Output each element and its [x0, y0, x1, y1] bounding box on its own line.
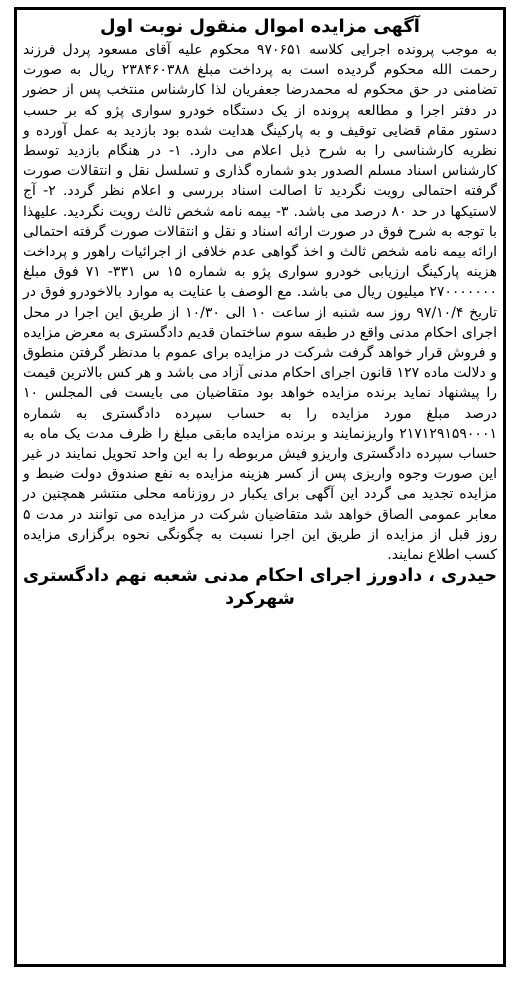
notice-body: به موجب پرونده اجرایی کلاسه ۹۷۰۶۵۱ محکوم علیه آقای مسعود پردل فرزند رحمت الله محکوم گردیده است به پرداخت مبلغ ۲۳۸۴۶۰۳۸۸ ریال به صورت تضامنی در حق محکوم له محمدرضا جعفریان لذا کارشناس منتخب پس از حضور در دفتر اجرا و مطالعه پرونده از یک دستگاه خودرو سواری پژو که بر حسب دستور مقام قضایی توقیف و به پارکینگ هدایت شده بود بازدید به عمل آورده و نظریه کارشناسی را به شرح ذیل اعلام می دارد. ۱- در هنگام بازدید توسط کارشناس اسناد مسلم الصدور بدو شماره گذاری و تسلسل نقل و انتقالات صورت گرفته احتمالی رویت نگردید تا اصالت اسناد بررسی و اعلام نظر گردد. ۲- آج لاستیکها در حد ۸۰ درصد می باشد. ۳- بیمه نامه شخص ثالث رویت نگردید. علیهذا با توجه به شرح فوق در صورت ارائه اسناد و نقل و انتقالات صورت گرفته احتمالی ارائه بیمه نامه شخص ثالث و اخذ گواهی عدم خلافی از اجرائیات راهور و پرداخت هزینه پارکینگ ارزیابی خودرو سواری پژو به شماره ۱۵ س ۳۳۱- ۷۱ فوق مبلغ ۲۷۰۰۰۰۰۰۰ میلیون ریال می باشد. مع الوصف با عنایت به موارد بالاخودرو فوق در تاریخ ۹۷/۱۰/۴ روز سه شنبه از ساعت ۱۰ الی ۱۰/۳۰ از طریق این اجرا در محل اجرای احکام مدنی واقع در طبقه سوم ساختمان قدیم دادگستری به معرض مزایده و فروش قرار خواهد گرفت شرکت در مزایده برای عموم با مدنظر گرفتن منطوق و دلالت ماده ۱۲۷ قانون اجرای احکام مدنی آزاد می باشد و هر کس بالاترین قیمت را پیشنهاد نماید برنده مزایده خواهد بود متقاضیان می بایست فی المجلس ۱۰ درصد مبلغ مورد مزایده را به حساب سپرده دادگستری به شماره ۲۱۷۱۲۹۱۵۹۰۰۰۱ واریزنمایند و برنده مزایده مابقی مبلغ را ظرف مدت یک ماه به حساب سپرده دادگستری واریزو فیش مربوطه را به این واحد تحویل نمایند در غیر این صورت وجوه واریزی پس از کسر هزینه مزایده به نفع صندوق دولت ضبط و مزایده تجدید می گردد این آگهی برای یکبار در روزنامه محلی منتشر همچنین در معابر عمومی الصاق خواهد شد متقاضیان شرکت در مزایده می توانند در مدت ۵ روز قبل از مزایده از طریق این اجرا نسبت به چگونگی نحوه برگزاری مزایده کسب اطلاع نمایند. [23, 42, 498, 564]
notice-signature: حیدری ، دادورز اجرای احکام مدنی شعبه نهم دادگستری شهرکرد [23, 566, 497, 610]
notice-title: آگهی مزایده اموال منقول نوبت اول [100, 16, 420, 37]
auction-notice [14, 7, 506, 967]
